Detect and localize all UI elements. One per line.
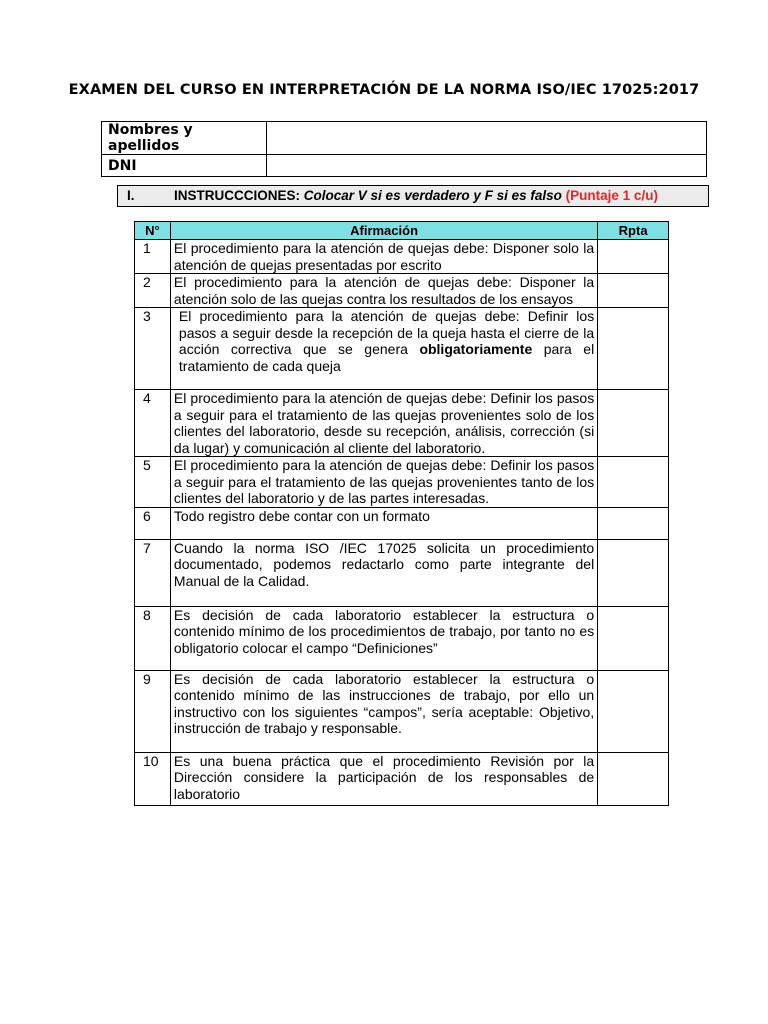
row-number: 3 — [135, 308, 171, 390]
instructions-heading: INSTRUCCCIONES: — [174, 188, 301, 203]
answer-cell[interactable] — [598, 274, 669, 308]
table-row — [135, 606, 669, 670]
row-statement: Es una buena práctica que el procedimiento Revisión por la Dirección considere la participación de los responsables de laboratorio — [170, 752, 597, 805]
row-statement: Es decisión de cada laboratorio establecer la estructura o contenido mínimo de los procedimientos de trabajo, por tanto no es obligatorio colocar el campo “Definiciones” — [170, 606, 597, 670]
instructions-text: Colocar V si es verdadero y F si es falso — [303, 188, 562, 203]
row-number: 2 — [135, 274, 171, 308]
header-number: N° — [135, 222, 171, 240]
statement-part: El procedimiento para la atención de quejas debe: Definir los pasos a seguir desde la recepción de la queja hasta el cierre de la acción correctiva que se genera — [178, 308, 595, 357]
instructions-line — [174, 186, 658, 206]
exam-title: EXAMEN DEL CURSO EN INTERPRETACIÓN DE LA NORMA ISO/IEC 17025:2017 — [68, 82, 700, 98]
row-statement: Es decisión de cada laboratorio establecer la estructura o contenido mínimo de las instrucciones de trabajo, por ello un instructivo con los siguientes “campos”, sería aceptable: Objetivo, instrucción de trabajo y responsable. — [170, 670, 597, 752]
answer-cell[interactable] — [598, 539, 669, 606]
header-answer: Rpta — [598, 222, 669, 240]
instructions-box — [117, 185, 709, 207]
answer-cell[interactable] — [598, 670, 669, 752]
table-row — [135, 539, 669, 606]
section-number: I. — [127, 188, 135, 203]
table-row — [135, 457, 669, 508]
row-number: 4 — [135, 390, 171, 457]
table-row — [135, 752, 669, 805]
row-statement: Todo registro debe contar con un formato — [170, 507, 597, 539]
row-number: 8 — [135, 606, 171, 670]
table-row — [135, 308, 669, 390]
row-statement — [170, 308, 597, 390]
row-statement: El procedimiento para la atención de quejas debe: Definir los pasos a seguir para el tratamiento de las quejas provenientes solo de los clientes del laboratorio, desde su recepción, análisis, corrección (si da lugar) y comunicación al cliente del laboratorio. — [170, 390, 597, 457]
statement-part: para el tratamiento de cada queja — [178, 341, 595, 374]
questions-header-row — [135, 222, 669, 240]
answer-cell[interactable] — [598, 606, 669, 670]
row-statement: El procedimiento para la atención de quejas debe: Definir los pasos a seguir para el tratamiento de las quejas provenientes tanto de los clientes del laboratorio y de las partes interesadas. — [170, 457, 597, 508]
answer-cell[interactable] — [598, 308, 669, 390]
row-statement: El procedimiento para la atención de quejas debe: Disponer solo la atención de quejas presentadas por escrito — [170, 240, 597, 274]
header-statement: Afirmación — [170, 222, 597, 240]
row-number: 1 — [135, 240, 171, 274]
name-label: Nombres y apellidos — [102, 122, 267, 155]
answer-cell[interactable] — [598, 390, 669, 457]
table-row — [135, 670, 669, 752]
table-row — [135, 274, 669, 308]
instructions-score: (Puntaje 1 c/u) — [565, 188, 658, 203]
row-statement: Cuando la norma ISO /IEC 17025 solicita un procedimiento documentado, podemos redactarlo como parte integrante del Manual de la Calidad. — [170, 539, 597, 606]
row-number: 10 — [135, 752, 171, 805]
table-row — [135, 240, 669, 274]
row-number: 5 — [135, 457, 171, 508]
questions-table — [134, 221, 669, 806]
table-row — [135, 390, 669, 457]
table-row — [135, 507, 669, 539]
answer-cell[interactable] — [598, 752, 669, 805]
answer-cell[interactable] — [598, 457, 669, 508]
dni-label: DNI — [102, 155, 267, 177]
statement-emphasis: obligatoriamente — [419, 341, 533, 357]
dni-field[interactable] — [267, 155, 707, 177]
row-number: 7 — [135, 539, 171, 606]
name-field[interactable] — [267, 122, 707, 155]
identification-table — [101, 121, 707, 177]
row-statement: El procedimiento para la atención de quejas debe: Disponer la atención solo de las quejas contra los resultados de los ensayos — [170, 274, 597, 308]
id-row-name — [102, 122, 707, 155]
row-number: 9 — [135, 670, 171, 752]
answer-cell[interactable] — [598, 507, 669, 539]
id-row-dni — [102, 155, 707, 177]
row-number: 6 — [135, 507, 171, 539]
answer-cell[interactable] — [598, 240, 669, 274]
